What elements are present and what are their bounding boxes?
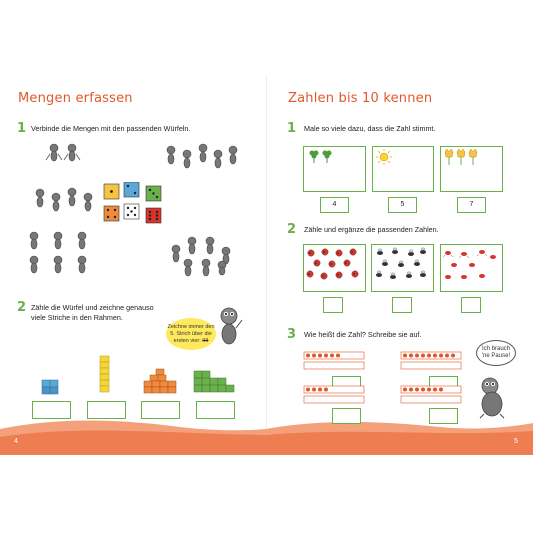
dot-strip-1-icon (303, 351, 365, 371)
cube-structure-3-icon (142, 367, 178, 395)
answer-box-strip-4[interactable] (429, 408, 458, 424)
cube-structure-4-icon (190, 369, 240, 395)
task-text-left-2-line2: viele Striche in den Rahmen. (31, 313, 123, 322)
page-number-left: 4 (14, 438, 18, 445)
resting-ant-icon (474, 376, 510, 420)
hint-bubble-right (476, 340, 516, 366)
cube-structure-2-icon (98, 354, 114, 396)
tally-box-3[interactable] (141, 401, 180, 419)
ant-group-2-icon (44, 140, 84, 166)
hint-bubble-left-line2: 5. Strich über die (170, 331, 212, 337)
task-text-right-3: Wie heißt die Zahl? Schreibe sie auf. (304, 330, 422, 339)
hint-bubble-right-line2: 'ne Pause! (481, 353, 511, 359)
tally-box-2[interactable] (87, 401, 126, 419)
number-label-5: 5 (400, 201, 405, 208)
task-text-right-1: Male so viele dazu, dass die Zahl stimmt. (304, 124, 436, 133)
page-title-left: Mengen erfassen (18, 91, 133, 106)
number-label-7: 7 (469, 201, 474, 208)
number-box-5 (388, 197, 417, 213)
tally-mark: IIII (202, 338, 209, 344)
sun-icon (375, 148, 395, 166)
task-text-left-1: Verbinde die Mengen mit den passenden Würfeln. (31, 124, 191, 133)
fly-icon (373, 247, 430, 287)
answer-box-ladybugs[interactable] (323, 297, 343, 313)
task-number-right-1: 1 (287, 121, 297, 136)
hint-bubble-left (166, 318, 216, 350)
task-number-left-2: 2 (17, 300, 27, 315)
hint-bubble-left-line1: Zeichne immer den (167, 324, 215, 330)
tally-box-1[interactable] (32, 401, 71, 419)
ladybug-icon (305, 247, 362, 287)
number-label-4: 4 (332, 201, 337, 208)
ant-mascot-icon (214, 304, 244, 346)
task-number-left-1: 1 (17, 121, 27, 136)
number-box-4 (320, 197, 349, 213)
ant-group-5-icon (163, 140, 241, 172)
answer-box-ants[interactable] (461, 297, 481, 313)
task-number-right-2: 2 (287, 222, 297, 237)
number-box-7 (457, 197, 486, 213)
task-number-right-3: 3 (287, 327, 297, 342)
dice-group-icon (102, 182, 168, 224)
page-title-right: Zahlen bis 10 kennen (288, 91, 433, 106)
dot-strip-2-icon (400, 351, 462, 371)
tulip-icon (442, 148, 482, 166)
hint-bubble-right-line1: Ich brauch (481, 346, 511, 352)
ant-group-7-icon (168, 233, 234, 277)
tally-box-4[interactable] (196, 401, 235, 419)
book-gutter (266, 75, 267, 455)
page-number-right: 5 (514, 438, 518, 445)
answer-box-strip-3[interactable] (332, 408, 361, 424)
task-text-left-2-line1: Zähle die Würfel und zeichne genauso (31, 303, 154, 312)
cube-structure-1-icon (40, 376, 64, 396)
clover-icon (306, 148, 336, 164)
dot-strip-3-icon (303, 385, 365, 405)
ant-group-4-icon (32, 183, 96, 215)
red-ant-icon (442, 247, 499, 287)
answer-box-flies[interactable] (392, 297, 412, 313)
hint-bubble-left-line3: ersten vier: (173, 338, 203, 344)
ant-group-6-icon (24, 228, 94, 278)
task-text-right-2: Zähle und ergänze die passenden Zahlen. (304, 225, 439, 234)
dot-strip-4-icon (400, 385, 462, 405)
